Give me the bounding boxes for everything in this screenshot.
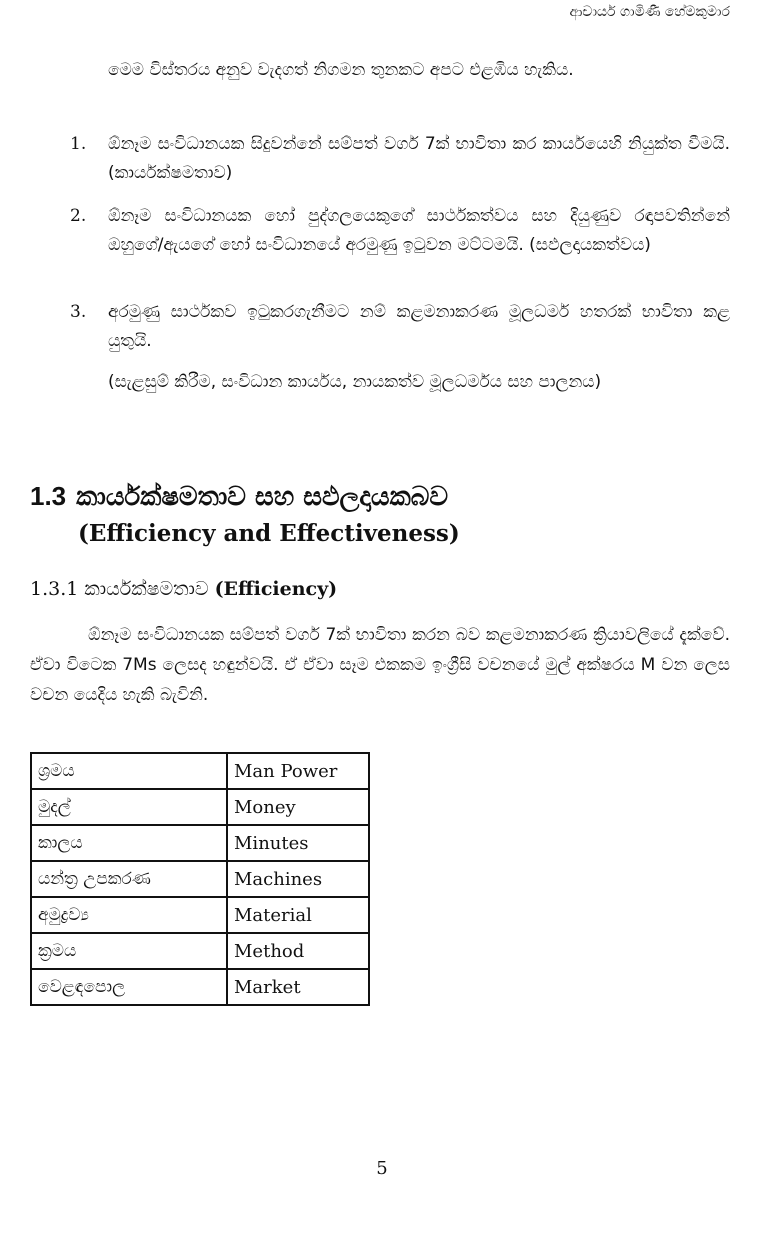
table-cell-sinhala: ශ්‍රමය — [31, 753, 227, 789]
subsection-title-english: (Efficiency) — [214, 578, 338, 600]
subsection-number: 1.3.1 — [30, 578, 79, 600]
table-cell-sinhala: යන්ත්‍ර උපකරණ — [31, 861, 227, 897]
table-cell-sinhala: මුදල් — [31, 789, 227, 825]
table-row — [31, 969, 369, 1005]
table-cell-sinhala: වෙළඳපොල — [31, 969, 227, 1005]
principles-note: (සැළසුම් කිරීම, සංවිධාන කාර්යය, නායකත්ව මූලධර්මය සහ පාලනය) — [108, 372, 602, 392]
list-item — [70, 202, 730, 260]
table-row — [31, 753, 369, 789]
table-cell-english: Market — [227, 969, 369, 1005]
table-cell-english: Material — [227, 897, 369, 933]
table-cell-english: Machines — [227, 861, 369, 897]
subsection-heading — [30, 578, 337, 600]
body-paragraph: ඕනෑම සංවිධානයක සම්පත් වර්ග 7ක් භාවිතා කරන බව කළමනාකරණ ක්‍රියාවලියේ දැක්වේ. ඒවා විටෙක 7Ms ලෙසද හඳුන්වයි. ඒ ඒවා සෑම එකකම ඉංග්‍රීසි වචනයේ මුල් අක්ෂරය M වන ලෙස වචන යෙදිය හැකි බැවිනි. — [30, 625, 730, 705]
table-cell-english: Minutes — [227, 825, 369, 861]
table-cell-sinhala: ක්‍රමය — [31, 933, 227, 969]
page-number: 5 — [376, 1158, 388, 1179]
list-item — [70, 130, 730, 188]
list-item-number: 2. — [70, 206, 87, 226]
list-item-text: ඕනෑම සංවිධානයක සිදුවන්නේ සම්පත් වර්ග 7ක් භාවිතා කර කාර්යයෙහි නියුක්ත වීමයි. (කාර්යක්ෂමතාව) — [108, 134, 730, 183]
table-row — [31, 825, 369, 861]
table-cell-english: Money — [227, 789, 369, 825]
section-number: 1.3 — [30, 481, 67, 511]
table-row — [31, 789, 369, 825]
list-item-text: ඕනෑම සංවිධානයක හෝ පුද්ගලයෙකුගේ සාර්ථකත්වය සහ දියුණුව රඳාපවතින්නේ ඔහුගේ/ඇයගේ හෝ සංවිධානයේ අරමුණු ඉටුවන මට්ටමයි. (සඵලදායකත්වය) — [108, 206, 730, 255]
table-row — [31, 897, 369, 933]
table-row — [31, 933, 369, 969]
table-cell-sinhala: අමුද්‍රව්‍ය — [31, 897, 227, 933]
list-item-number: 1. — [70, 134, 87, 154]
table-row — [31, 861, 369, 897]
intro-paragraph: මෙම විස්තරය අනුව වැදගත් නිගමන තුනකට අපට එළඹිය හැකිය. — [108, 60, 574, 80]
section-title-english: (Efficiency and Effectiveness) — [78, 520, 460, 547]
list-item-number: 3. — [70, 302, 87, 322]
table-cell-english: Man Power — [227, 753, 369, 789]
table-cell-english: Method — [227, 933, 369, 969]
section-heading — [30, 476, 448, 517]
list-item — [70, 298, 730, 356]
section-title-sinhala: කාර්යක්ෂමතාව සහ සඵලදායකබව — [76, 482, 449, 512]
resources-table — [30, 752, 370, 1006]
subsection-title-sinhala: කාර්යක්ෂමතාව — [84, 578, 209, 600]
table-cell-sinhala: කාලය — [31, 825, 227, 861]
list-item-text: අරමුණු සාර්ථකව ඉටුකරගැනීමට නම් කළමනාකරණ මූලධර්ම හතරක් භාවිතා කළ යුතුයි. — [108, 302, 730, 351]
running-header: ආචාර්ය ගාමිණී හේමකුමාර — [569, 4, 730, 20]
